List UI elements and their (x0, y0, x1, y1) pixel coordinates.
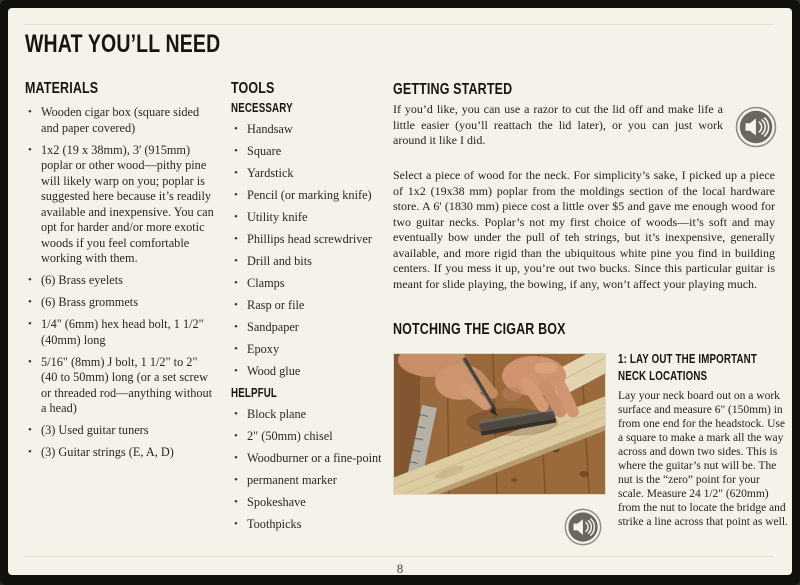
list-item-text: (6) Brass eyelets (41, 273, 123, 287)
list-item-text: Utility knife (247, 210, 308, 224)
list-item-text: Spokeshave (247, 495, 306, 509)
page-title-text: WHAT YOU’LL NEED (25, 30, 221, 58)
bullet: • (28, 355, 32, 368)
page-number: 8 (396, 561, 404, 576)
bullet: • (234, 408, 238, 420)
audio-button[interactable] (735, 106, 777, 148)
materials-heading-text: MATERIALS (25, 80, 99, 97)
list-item-text: Phillips head screwdriver (247, 232, 372, 246)
list-item-text: Block plane (247, 407, 307, 421)
list-item-text: 1x2 (19 x 38mm), 3' (915mm) poplar or other wood—pithy pine will likely warp on you; poplar is suggested here because it’s readily available and inexpensive. You can opt for harder and/or more exotic woods if you feel comfortable working with them. (41, 142, 214, 265)
list-item (231, 210, 391, 226)
top-rule (24, 24, 773, 25)
notching-heading-text: NOTCHING THE CIGAR BOX (393, 321, 566, 338)
getting-started-heading (393, 80, 546, 100)
list-item (231, 451, 391, 467)
tools-helpful-subheading (231, 386, 391, 401)
list-item-text: Clamps (247, 276, 285, 290)
getting-started-paragraph-1: If you’d like, you can use a razor to cut the lid off and make life a little easier (you’ll reattach the lid later), or you can just work around it like I did. (393, 102, 723, 147)
list-item-text: 2" (50mm) chisel (247, 429, 333, 443)
materials-heading (25, 79, 215, 99)
list-item (231, 320, 391, 336)
list-item (231, 429, 391, 445)
bullet: • (234, 167, 238, 179)
bullet: • (28, 274, 32, 286)
list-item (25, 295, 215, 311)
list-item-text: Square (247, 144, 282, 158)
bullet: • (234, 496, 238, 508)
list-item (231, 407, 391, 423)
list-item-text: 1/4" (6mm) hex head bolt, 1 1/2" (40mm) long (41, 317, 204, 347)
list-item (231, 254, 391, 270)
bullet: • (234, 452, 238, 464)
bullet: • (28, 446, 32, 458)
bullet: • (28, 318, 32, 330)
bullet: • (234, 211, 238, 223)
list-item (25, 273, 215, 289)
tools-heading-text: TOOLS (231, 80, 275, 97)
step-1-heading-text: 1: LAY OUT THE IMPORTANT NECK LOCATIONS (618, 352, 757, 383)
tools-necessary-list (231, 122, 391, 380)
audio-button[interactable] (564, 508, 602, 546)
bullet: • (234, 299, 238, 311)
list-item-text: Wooden cigar box (square sided and paper covered) (41, 105, 200, 135)
list-item (25, 105, 215, 136)
list-item-text: Epoxy (247, 342, 280, 356)
list-item (25, 143, 215, 267)
list-item (25, 423, 215, 439)
bullet: • (28, 106, 32, 118)
footer-rule (24, 556, 773, 557)
bullet: • (234, 474, 238, 486)
bullet: • (234, 343, 238, 355)
list-item (231, 298, 391, 314)
list-item (231, 276, 391, 292)
getting-started-paragraph-2: Select a piece of wood for the neck. For simplicity’s sake, I picked up a piece of 1x2 (19x38 mm) poplar from the moldings section of the local hardware store. A 6' (1830 mm) piece cost a little over $5 and gave me enough wood for two guitar necks. Poplar’s not my first choice of woods—it’s soft and may eventually bow under the pull of teh strings, but it’s inexpensive, generally available, and more rigid than the ubiquitous white pine you find in building centers. If you mess it up, you’re out two bucks. Since this particular guitar is meant for slide playing, the bowing, if any, won’t affect your playing much. (393, 168, 775, 291)
list-item (231, 495, 391, 511)
tools-helpful-text: HELPFUL (231, 386, 278, 400)
notching-heading (393, 320, 614, 340)
step-1-body: Lay your neck board out on a work surface and measure 6" (150mm) in from one end for the headstock. Use a square to make a mark all the way across and down two sides. This is where the guitar’s nut will be. The nut is the “zero” point for your scale. Measure 24 1/2" (620mm) from the nut to locate the bridge and strike a line across that point as well. (618, 389, 788, 528)
bullet: • (28, 296, 32, 308)
list-item-text: Rasp or file (247, 298, 305, 312)
list-item (25, 355, 215, 417)
list-item-text: Toothpicks (247, 517, 302, 531)
step-1-block (618, 351, 788, 529)
speaker-icon (564, 533, 602, 550)
list-item-text: (6) Brass grommets (41, 295, 138, 309)
list-item (231, 188, 391, 204)
list-item (231, 122, 391, 138)
materials-list (25, 105, 215, 461)
bullet: • (234, 189, 238, 201)
bullet: • (234, 123, 238, 135)
speaker-icon (735, 135, 777, 152)
list-item-text: (3) Used guitar tuners (41, 423, 149, 437)
bullet: • (234, 518, 238, 530)
list-item (231, 517, 391, 533)
step-1-heading (618, 351, 788, 385)
list-item-text: Pencil (or marking knife) (247, 188, 372, 202)
list-item (25, 445, 215, 461)
bullet: • (234, 233, 238, 245)
bullet: • (234, 430, 238, 442)
bullet: • (234, 321, 238, 333)
list-item (231, 342, 391, 358)
tools-necessary-text: NECESSARY (231, 101, 293, 115)
getting-started-heading-text: GETTING STARTED (393, 81, 513, 98)
page-title (25, 30, 275, 59)
list-item-text: permanent marker (247, 473, 337, 487)
materials-column (25, 79, 215, 467)
step-photo (394, 354, 605, 494)
list-item (231, 166, 391, 182)
list-item (231, 364, 391, 380)
list-item-text: Woodburner or a fine-point (247, 451, 382, 465)
list-item (231, 473, 391, 489)
list-item (231, 232, 391, 248)
tools-column (231, 79, 391, 539)
list-item-text: Wood glue (247, 364, 301, 378)
bullet: • (234, 145, 238, 157)
tools-necessary-subheading (231, 101, 391, 116)
list-item-text: Drill and bits (247, 254, 312, 268)
list-item (231, 144, 391, 160)
bullet: • (234, 255, 238, 267)
tools-heading (231, 79, 391, 99)
bullet: • (234, 365, 238, 377)
list-item-text: (3) Guitar strings (E, A, D) (41, 445, 174, 459)
list-item-text: Yardstick (247, 166, 294, 180)
list-item-text: Sandpaper (247, 320, 299, 334)
bullet: • (28, 143, 32, 156)
list-item-text: Handsaw (247, 122, 293, 136)
list-item-text: 5/16" (8mm) J bolt, 1 1/2" to 2" (40 to 50mm) long (or a set screw or threaded rod—anything without a head) (41, 354, 213, 415)
list-item (25, 317, 215, 348)
bullet: • (28, 424, 32, 436)
bullet: • (234, 277, 238, 289)
tools-helpful-list (231, 407, 391, 533)
